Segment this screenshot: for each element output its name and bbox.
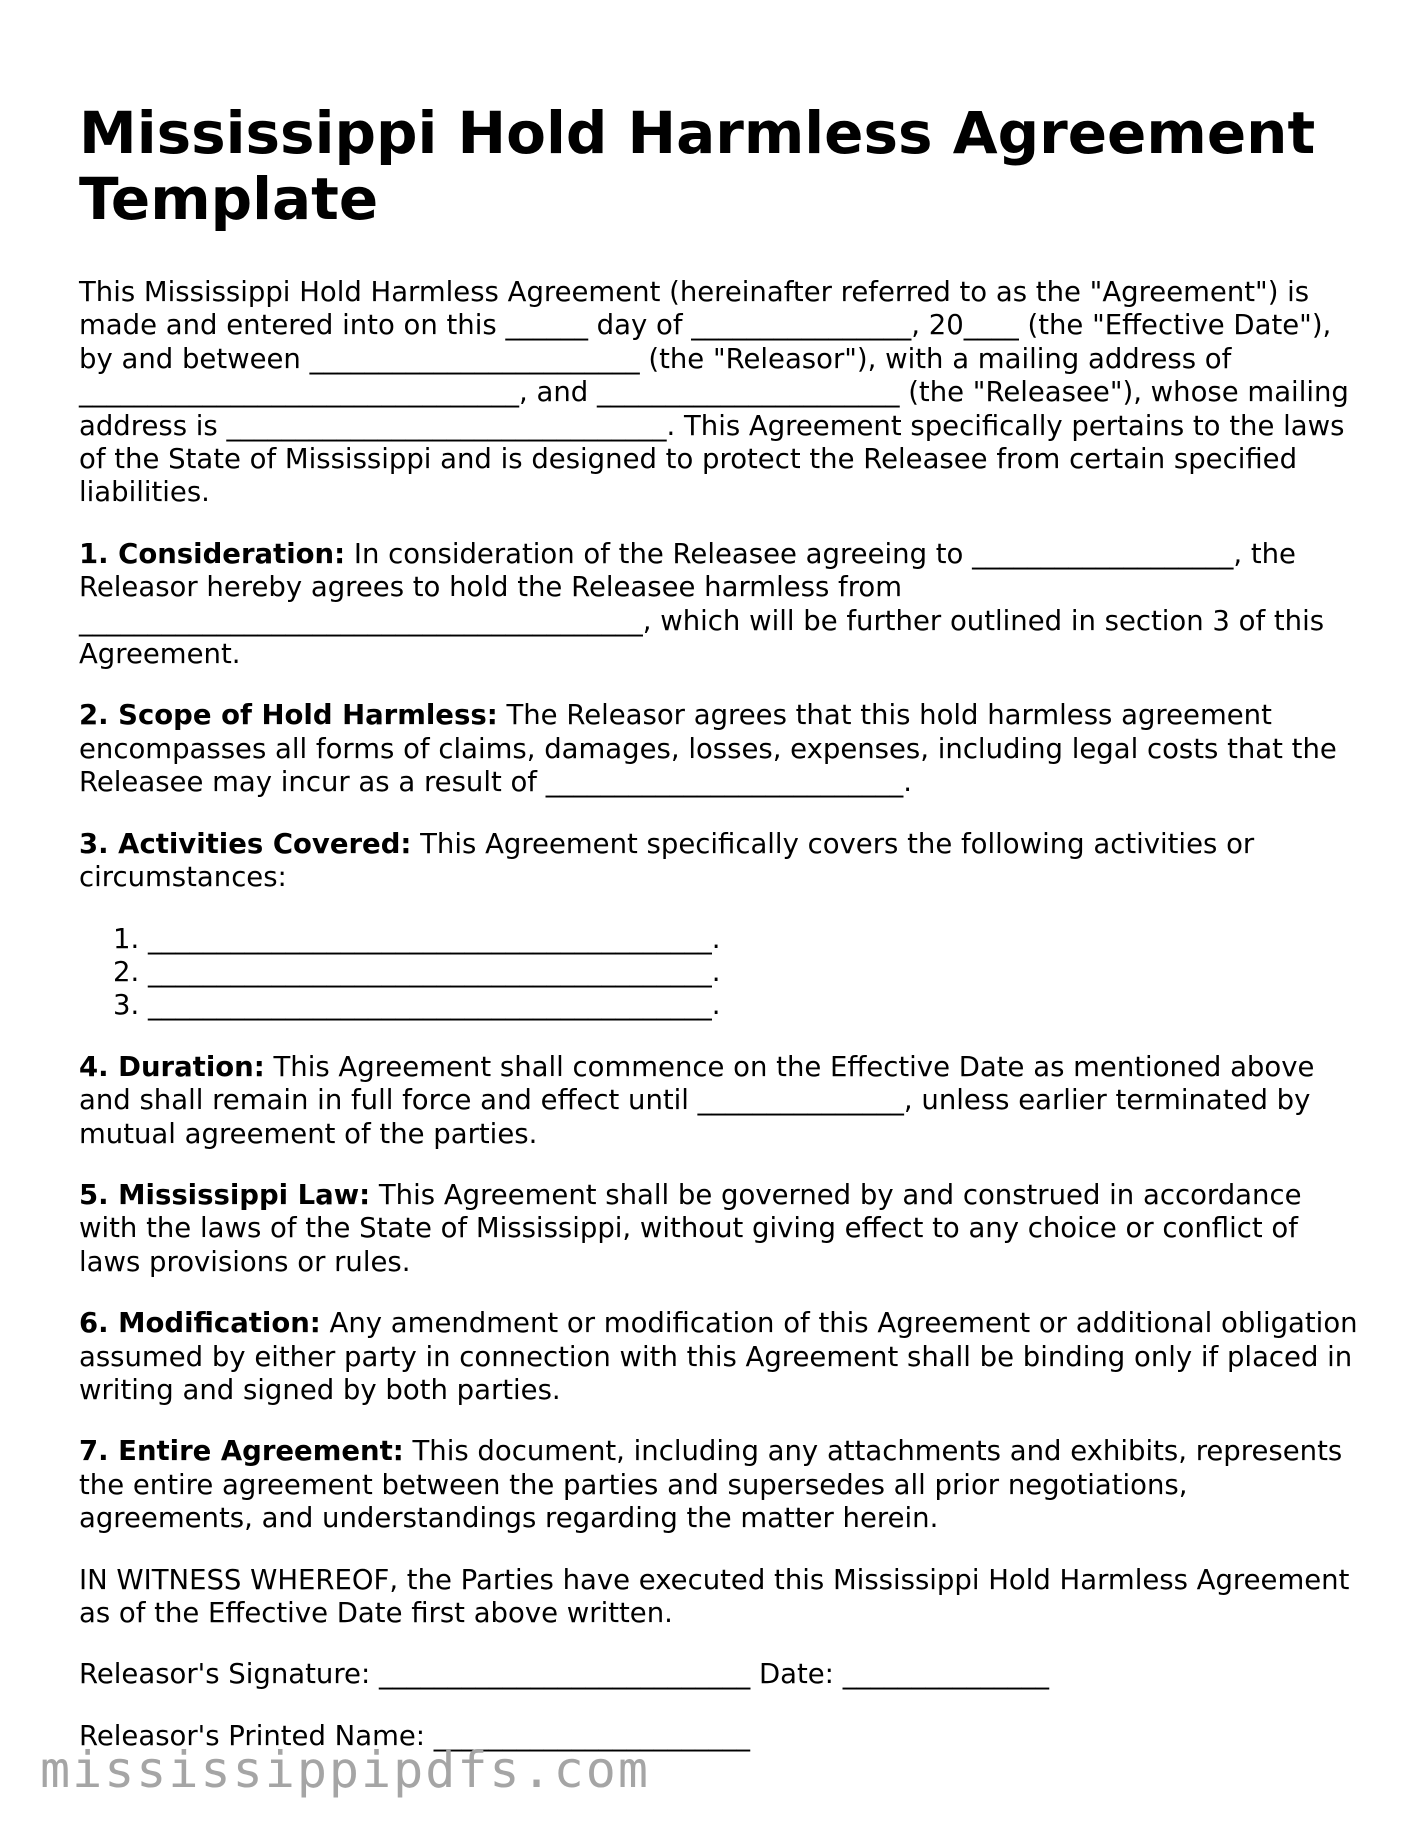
section-text: This Agreement shall commence on the Effective Date as mentioned above and shall remain in full force and effect until _______________, unless earlier terminated by mutual agreement of the parties.: [79, 1050, 1315, 1150]
section-duration: [79, 1051, 1359, 1151]
section-mississippi-law: [79, 1179, 1359, 1279]
section-text: This Agreement specifically covers the following activities or circumstances:: [79, 827, 1255, 894]
witness-paragraph: IN WITNESS WHEREOF, the Parties have executed this Mississippi Hold Harmless Agreement as of the Effective Date first above written.: [79, 1563, 1350, 1629]
document-page: [79, 100, 1359, 1781]
section-heading: 1. Consideration:: [79, 537, 346, 570]
section-heading: 3. Activities Covered:: [79, 827, 412, 860]
section-modification: [79, 1307, 1359, 1407]
section-heading: 6. Modification:: [79, 1307, 321, 1340]
activity-item: 2. _________________________________________.: [113, 955, 721, 988]
section-heading: 2. Scope of Hold Harmless:: [79, 699, 498, 732]
activity-item: 1. _________________________________________.: [113, 922, 721, 955]
releasor-signature-line: Releasor's Signature: ___________________________ Date: _______________: [79, 1658, 1049, 1691]
intro-paragraph: This Mississippi Hold Harmless Agreement (hereinafter referred to as the "Agreement") is made and entered into on this ______ day of ________________, 20____ (the "Effective Date"), by and between ________________________ (the "Releasor"), with a mailing address of ________________________________, and ______________________ (the "Releasee"), whose mailing address is ________________________________. This Agreement specifically pertains to the laws of the State of Mississippi and is designed to protect the Releasee from certain specified liabilities.: [79, 276, 1349, 509]
section-text: This Agreement shall be governed by and construed in accordance with the laws of the State of Mississippi, without giving effect to any choice or conflict of laws provisions or rules.: [79, 1178, 1302, 1278]
activity-item: 3. _________________________________________.: [113, 989, 721, 1022]
section-text: This document, including any attachments and exhibits, represents the entire agreement between the parties and supersedes all prior negotiations, agreements, and understandings regarding the matter herein.: [79, 1435, 1343, 1535]
section-text: In consideration of the Releasee agreeing to ___________________, the Releasor hereby agrees to hold the Releasee harmless from _________________________________________, which will be further outlined in section 3 of this Agreement.: [79, 537, 1325, 671]
section-scope: [79, 699, 1359, 799]
section-heading: 7. Entire Agreement:: [79, 1435, 404, 1468]
releasor-printed-name-line: Releasor's Printed Name: _______________________: [79, 1719, 751, 1752]
section-heading: 5. Mississippi Law:: [79, 1178, 371, 1211]
document-title: Mississippi Hold Harmless Agreement Template: [79, 99, 1316, 233]
section-heading: 4. Duration:: [79, 1050, 265, 1083]
section-activities: [79, 828, 1359, 895]
activities-list: [79, 923, 1359, 1023]
section-consideration: [79, 538, 1359, 672]
section-entire-agreement: [79, 1435, 1359, 1535]
watermark: mississippipdfs.com: [40, 1741, 650, 1799]
section-text: The Releasor agrees that this hold harmless agreement encompasses all forms of claims, damages, losses, expenses, including legal costs that the Releasee may incur as a result of __________________________.: [79, 699, 1337, 799]
section-text: Any amendment or modification of this Agreement or additional obligation assumed by either party in connection with this Agreement shall be binding only if placed in writing and signed by both parties.: [79, 1307, 1358, 1406]
